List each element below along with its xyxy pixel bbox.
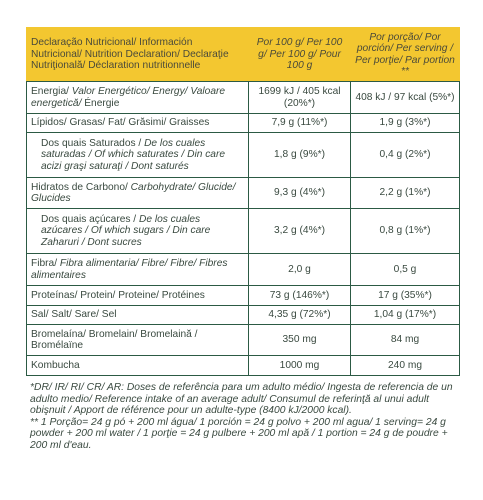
row-energy-per100: 1699 kJ / 405 kcal (20%*) — [249, 82, 351, 114]
row-sugars-per100: 3,2 g (4%*) — [249, 209, 351, 254]
row-protein-label: Proteínas/ Protein/ Proteine/ Protéines — [27, 286, 249, 306]
row-bromelain-per100: 350 mg — [249, 325, 351, 356]
row-bromelain-label: Bromelaína/ Bromelain/ Bromelaină / Bromélaïne — [27, 325, 249, 356]
row-fibre-serving: 0,5 g — [351, 254, 460, 286]
table-row — [27, 114, 460, 133]
nutrition-table — [26, 27, 460, 376]
header-per-serving: Por porção/ Por porción/ Per serving / Per porţie/ Par portion ** — [351, 28, 460, 82]
row-kombucha-label: Kombucha — [27, 356, 249, 376]
row-carbohydrate-label: Hidratos de Carbono/ Carbohydrate/ Glucide/ Glucides — [27, 178, 249, 209]
table-row — [27, 82, 460, 114]
row-carbohydrate-per100: 9,3 g (4%*) — [249, 178, 351, 209]
row-fibre-per100: 2,0 g — [249, 254, 351, 286]
row-sugars-label: Dos quais açúcares / De los cuales azúcares / Of which sugars / Din care Zaharuri / Dont sucres — [27, 209, 249, 254]
row-fat-serving: 1,9 g (3%*) — [351, 114, 460, 133]
row-carbohydrate-serving: 2,2 g (1%*) — [351, 178, 460, 209]
row-saturates-serving: 0,4 g (2%*) — [351, 133, 460, 178]
footnote-reference-intake: *DR/ IR/ RI/ CR/ AR: Doses de referência para um adulto médio/ Ingesta de referencia de un adulto medio/ Reference intake of an average adult/ Consumul de referinţă al unui adult obişnuit / Apport de référence pour un adulte-type (8400 kJ/2000 kcal). — [30, 382, 453, 417]
footnotes — [30, 382, 460, 452]
table-row — [27, 133, 460, 178]
row-energy-serving: 408 kJ / 97 kcal (5%*) — [351, 82, 460, 114]
table-row — [27, 325, 460, 356]
row-kombucha-per100: 1000 mg — [249, 356, 351, 376]
header-declaration: Declaração Nutricional/ Información Nutricional/ Nutrition Declaration/ Declaraţie Nutriţională/ Déclaration nutritionnelle — [27, 28, 249, 82]
table-row — [27, 178, 460, 209]
row-fat-per100: 7,9 g (11%*) — [249, 114, 351, 133]
row-kombucha-serving: 240 mg — [351, 356, 460, 376]
row-saturates-per100: 1,8 g (9%*) — [249, 133, 351, 178]
row-protein-serving: 17 g (35%*) — [351, 286, 460, 306]
table-row — [27, 356, 460, 376]
row-salt-serving: 1,04 g (17%*) — [351, 306, 460, 325]
row-energy-label: Energia/ Valor Energético/ Energy/ Valoare energetică/ Énergie — [27, 82, 249, 114]
table-row — [27, 306, 460, 325]
row-sugars-serving: 0,8 g (1%*) — [351, 209, 460, 254]
footnote-serving-definition: ** 1 Porção= 24 g pó + 200 ml água/ 1 porción = 24 g polvo + 200 ml agua/ 1 serving= 24 g powder + 200 ml water / 1 porţie = 24 g pulbere + 200 ml apă / 1 portion = 24 g de poudre + 200 ml d'eau. — [30, 416, 448, 451]
row-fibre-label: Fibra/ Fibra alimentaria/ Fibre/ Fibre/ Fibres alimentaires — [27, 254, 249, 286]
table-row — [27, 254, 460, 286]
row-fat-label: Lípidos/ Grasas/ Fat/ Grăsimi/ Graisses — [27, 114, 249, 133]
row-salt-label: Sal/ Salt/ Sare/ Sel — [27, 306, 249, 325]
table-row — [27, 209, 460, 254]
header-per-100g: Por 100 g/ Per 100 g/ Per 100 g/ Pour 100 g — [249, 28, 351, 82]
row-protein-per100: 73 g (146%*) — [249, 286, 351, 306]
row-salt-per100: 4,35 g (72%*) — [249, 306, 351, 325]
row-saturates-label: Dos quais Saturados / De los cuales saturadas / Of which saturates / Din care acizi graşi saturaţi / Dont saturés — [27, 133, 249, 178]
row-bromelain-serving: 84 mg — [351, 325, 460, 356]
table-row — [27, 286, 460, 306]
table-header — [27, 28, 460, 82]
